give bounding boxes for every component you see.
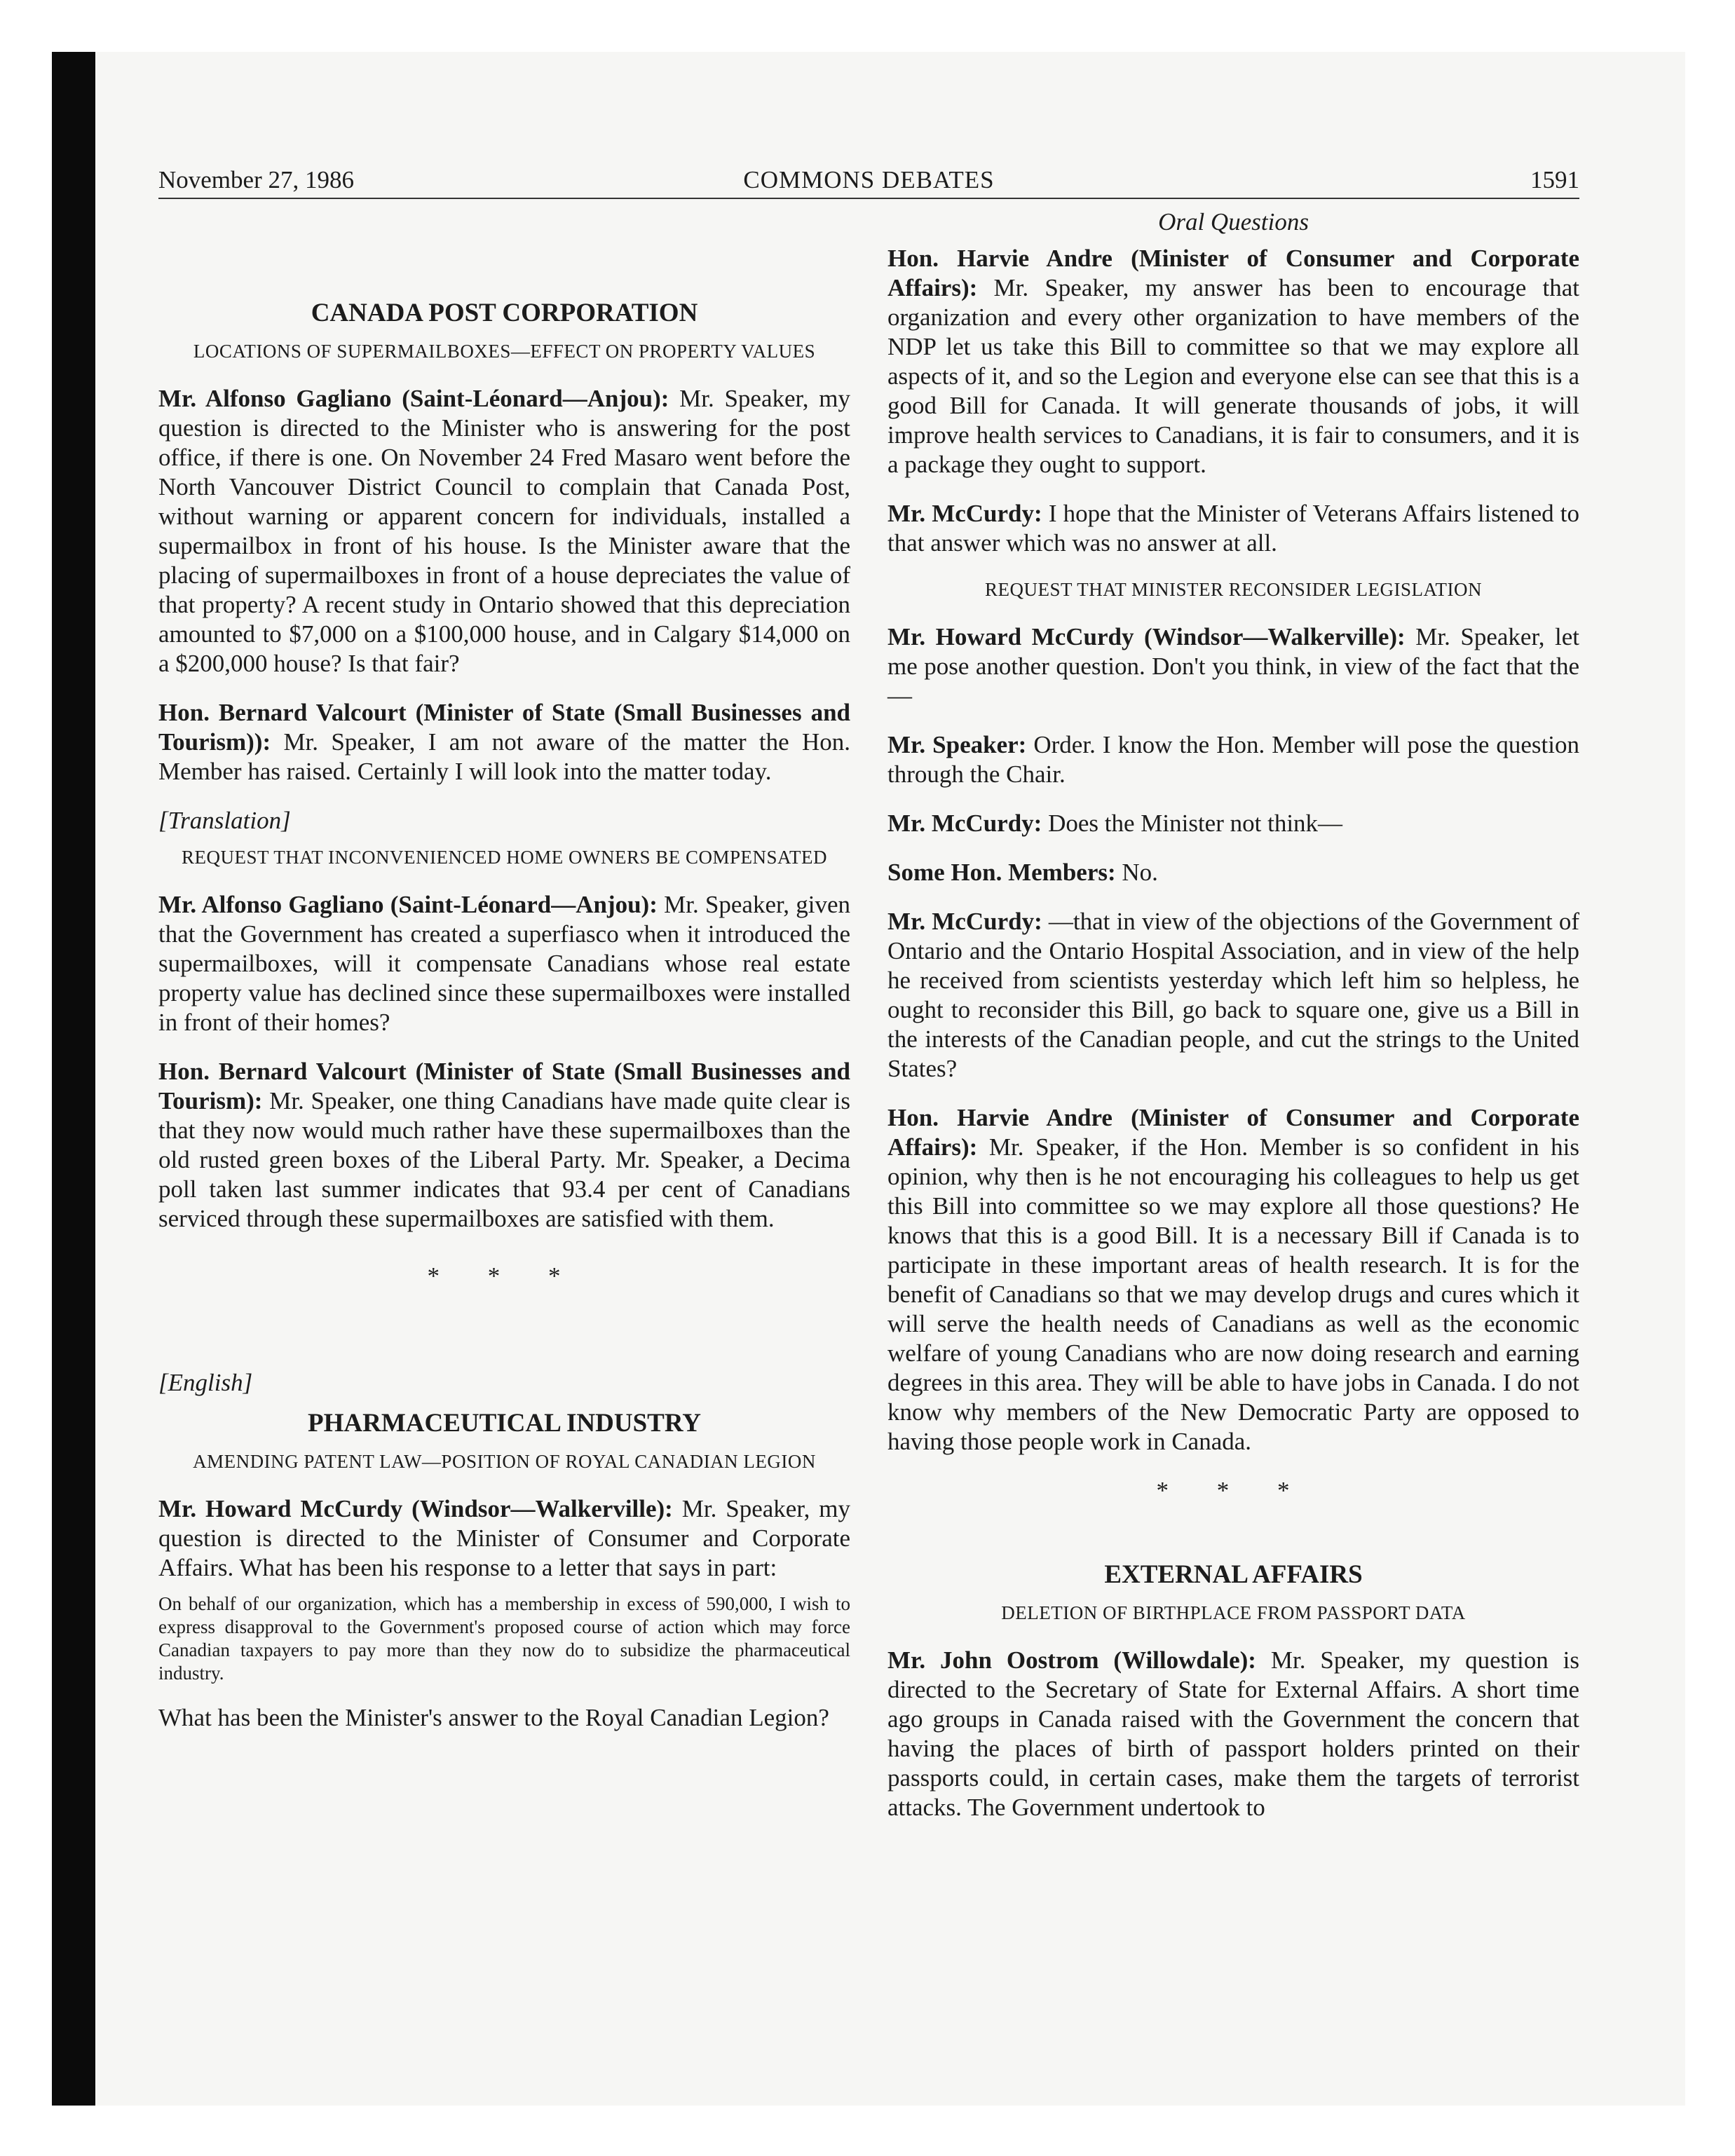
speaker-name: Mr. Alfonso Gagliano (Saint-Léonard—Anjou): (158, 385, 669, 412)
section-heading: CANADA POST CORPORATION (311, 299, 698, 327)
speech-paragraph (887, 730, 1579, 789)
speech-text: I hope that the Minister of Veterans Affairs listened to that answer which was no answer at all. (887, 500, 1580, 557)
english-tag: [English] (158, 1369, 253, 1396)
header-date: November 27, 1986 (158, 166, 354, 193)
speaker-name: Hon. Harvie Andre (Minister of Consumer and Corporate Affairs): (887, 1104, 1579, 1161)
sub-heading: REQUEST THAT MINISTER RECONSIDER LEGISLATION (984, 579, 1482, 600)
speech-text: Mr. Speaker, let me pose another question. Don't you think, in view of the fact that the— (887, 623, 1579, 709)
speaker-name: Mr. Alfonso Gagliano (Saint-Léonard—Anjou): (158, 891, 658, 918)
speech-paragraph (887, 499, 1579, 558)
header-page-number: 1591 (1530, 166, 1579, 193)
sub-heading: AMENDING PATENT LAW—POSITION OF ROYAL CANADIAN LEGION (193, 1451, 816, 1472)
speech-text: Order. I know the Hon. Member will pose the question through the Chair. (887, 731, 1580, 788)
speech-text: Does the Minister not think— (1048, 810, 1343, 837)
speech-paragraph (158, 890, 850, 1037)
section-heading: EXTERNAL AFFAIRS (1104, 1560, 1363, 1589)
speech-text: Mr. Speaker, my answer has been to encourage that organization and every other organization to have members of the NDP let us take this Bill to committee so that we may explore all aspects of it, and so the Legion and everyone else can see that this is a good Bill for Canada. It will generate thousands of jobs, it will improve health services to Canadians, it is fair to consumers, and it is a package they ought to support. (887, 274, 1579, 478)
speech-text: Mr. Speaker, my question is directed to the Minister who is answering for the post office, if there is one. On November 24 Fred Masaro went before the North Vancouver District Council to complain that Canada Post, without warning or apparent concern for individuals, installed a supermailbox in front of his house. Is the Minister aware that the placing of supermailboxes in front of a house depreciates the value of that property? A recent study in Ontario showed that this depreciation amounted to $7,000 on a $100,000 house, and in Calgary $14,000 on a $200,000 house? Is that fair? (158, 385, 850, 677)
speaker-name: Mr. Howard McCurdy (Windsor—Walkerville): (158, 1495, 673, 1522)
speech-text: Mr. Speaker, I am not aware of the matter the Hon. Member has raised. Certainly I will look into the matter today. (158, 728, 851, 785)
sub-heading: REQUEST THAT INCONVENIENCED HOME OWNERS BE COMPENSATED (181, 847, 828, 868)
speaker-name: Mr. McCurdy: (887, 908, 1042, 935)
hansard-page (158, 163, 1580, 1821)
section-heading: PHARMACEUTICAL INDUSTRY (308, 1409, 701, 1438)
scan-binding-edge (52, 52, 95, 2106)
speech-paragraph (887, 1646, 1579, 1822)
speech-paragraph (887, 809, 1579, 838)
speaker-name: Mr. McCurdy: (887, 500, 1042, 527)
sub-heading: LOCATIONS OF SUPERMAILBOXES—EFFECT ON PROPERTY VALUES (193, 341, 816, 362)
speech-paragraph: What has been the Minister's answer to the Royal Canadian Legion? (158, 1704, 829, 1731)
speaker-name: Hon. Bernard Valcourt (Minister of State (Small Businesses and Tourism)): (158, 699, 850, 756)
speech-text: Mr. Speaker, my question is directed to the Secretary of State for External Affairs. A short time ago groups in Canada raised with the Government the concern that having the places of birth of passport holders printed on their passports could, in certain cases, make them the targets of terrorist attacks. The Government undertook to (887, 1646, 1580, 1821)
header-title: COMMONS DEBATES (743, 166, 995, 193)
speech-text: —that in view of the objections of the Government of Ontario and the Ontario Hospital Association, and in view of the help he received from scientists yesterday which left him so helpless, he ought to reconsider this Bill, go back to square one, give us a Bill in the interests of the Canadian people, and cut the strings to the United States? (887, 908, 1579, 1082)
speech-paragraph (158, 698, 850, 786)
right-column (887, 207, 1579, 1842)
speech-paragraph (158, 384, 850, 678)
speech-paragraph (158, 1494, 850, 1583)
speech-text: Mr. Speaker, given that the Government has created a superfiasco when it introduced the supermailboxes, will it compensate Canadians whose real estate property value has declined since these supermailboxes were installed in front of their homes? (158, 891, 850, 1036)
speaker-name: Mr. McCurdy: (887, 810, 1042, 837)
speaker-name: Mr. Speaker: (887, 731, 1027, 758)
speaker-name: Hon. Bernard Valcourt (Minister of State (Small Businesses and Tourism): (158, 1058, 850, 1114)
speech-text: Mr. Speaker, if the Hon. Member is so confident in his opinion, why then is he not encouraging his colleagues to help us get this Bill into committee so we may explore all those questions? He knows that this is a good Bill. It is a necessary Bill if Canada is to participate in these important areas of health research. It is for the benefit of Canadians so that we may develop drugs and cures which it will serve the health needs of Canadians as well as the economic welfare of young Canadians who are now doing research and earning degrees in this area. They will be able to have jobs in Canada. I do not know why members of the New Democratic Party are opposed to having those people work in Canada. (887, 1133, 1580, 1455)
translation-tag: [Translation] (158, 807, 291, 834)
section-divider-stars: * * * (1156, 1477, 1311, 1504)
speaker-name: Hon. Harvie Andre (Minister of Consumer and Corporate Affairs): (887, 245, 1579, 301)
speaker-name: Mr. John Oostrom (Willowdale): (887, 1646, 1256, 1674)
section-divider-stars: * * * (427, 1262, 582, 1290)
sub-heading: DELETION OF BIRTHPLACE FROM PASSPORT DATA (1001, 1602, 1466, 1623)
speech-paragraph (887, 622, 1579, 711)
speaker-name: Some Hon. Members: (887, 859, 1116, 886)
speech-text: Mr. Speaker, one thing Canadians have made quite clear is that they now would much rather have these supermailboxes than the old rusted green boxes of the Liberal Party. Mr. Speaker, a Decima poll taken last summer indicates that 93.4 per cent of Canadians serviced through these supermailboxes are satisfied with them. (158, 1087, 851, 1232)
speech-paragraph (158, 1057, 850, 1234)
speech-paragraph (887, 244, 1579, 479)
page-header (158, 163, 1579, 199)
speech-paragraph (887, 1103, 1579, 1456)
speech-text: Mr. Speaker, my question is directed to the Minister of Consumer and Corporate Affairs. What has been his response to a letter that says in part: (158, 1495, 850, 1581)
speaker-name: Mr. Howard McCurdy (Windsor—Walkerville): (887, 623, 1406, 650)
speech-text: No. (1122, 859, 1158, 886)
speech-paragraph (887, 858, 1579, 887)
left-column (158, 297, 850, 1752)
quoted-letter: On behalf of our organization, which has a membership in excess of 590,000, I wish to express disapproval to the Government's proposed course of action which may force Canadian taxpayers to pay more than they now do to subsidize the pharmaceutical industry. (158, 1593, 850, 1684)
oral-questions-heading: Oral Questions (1158, 208, 1309, 236)
speech-paragraph (887, 907, 1579, 1084)
